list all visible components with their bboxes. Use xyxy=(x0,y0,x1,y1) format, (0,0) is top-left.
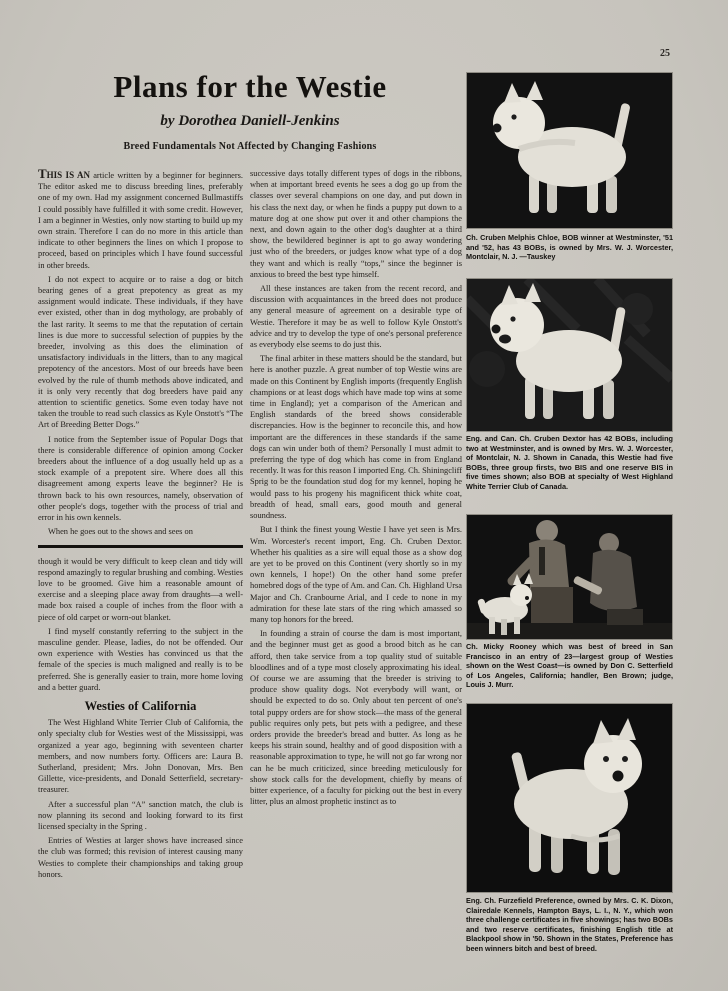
lead-in-caps: THIS IS AN xyxy=(38,166,90,181)
paragraph: The West Highland White Terrier Club of California, the only specialty club for Westies west of the Mississippi, was organized a year ago, beginning with seventeen charter members, and now numbers forty. Officers are: Laura B. Sutherland, president; Mrs. John Donovan, Mrs. Ben Gillette, vice-presidents, and Donald Setterfield, secretary-treasurer. xyxy=(38,718,243,795)
paragraph: When he goes out to the shows and sees on xyxy=(48,527,193,537)
text-column-left xyxy=(38,168,243,883)
section-divider-rule xyxy=(38,545,243,548)
paragraph: successive days totally different types of dogs in the ribbons, when at important breed events he sees a dog go up from the classes over several champions on one day, and put down in his class the next day, or when he finds a puppy put down to a mature dog at one show put over it and other champions the next, and down again to the other dog's daughter at a third show, the bewildered beginner is apt to go away wondering just who of the breeders, or judges know what type of a dog they want and which is really “tops,” since the beginner is anxious to breed the best type himself. xyxy=(250,169,462,279)
paragraph: All these instances are taken from the recent record, and discussion with acquaintances in the breed does not produce any general measure of agreement on a desirable type of Westie. Therefore it may be as well to follow Kyle Onstott's advice and try to develop the type of one's personal preference as everybody else seems to do just this. xyxy=(250,284,462,350)
photo-caption: Ch. Cruben Melphis Chloe, BOB winner at Westminster, '51 and '52, has 43 BOBs, is owned by Mrs. W. J. Worcester, Montclair, N. J. —Tauskey xyxy=(466,233,673,262)
article-byline: by Dorothea Daniell-Jenkins xyxy=(160,113,340,129)
westie-photo-furzefield-preference xyxy=(466,703,673,893)
section-heading-westies-of-california: Westies of California xyxy=(84,698,197,713)
paragraph-opening: THIS IS AN article written by a beginner for beginners. The editor asked me to discuss breeding lines, preferably one of my own. Had my assignment concerned Bullmastiffs I could possibly have fulfilled it with some credit. However, I am a beginner in Westies, only now starting to build up my own strain. Therefore I can do no more in this article than indicate to other beginners the lines on which I propose to proceed, based on principles which I have found successful in other breeds. xyxy=(38,166,243,270)
text-column-right xyxy=(250,168,462,810)
handlers-with-westie-illustration xyxy=(467,515,672,639)
paragraph: I notice from the September issue of Popular Dogs that there is considerable difference of opinion among Cocker breeders about the influence of a dog usually held up as a stock example of a prepotent sire. Where does all this disagreement among experts leave the beginner? He is thrown back to his own resources, namely, observation of other people's dogs, together with the process of trial and error in his own kennels. xyxy=(38,434,243,523)
article-title: Plans for the Westie xyxy=(113,69,387,104)
paragraph: After a successful plan “A” sanction match, the club is now planning its second and looking forward to its first licensed specialty in the Spring . xyxy=(38,799,243,831)
paragraph: The final arbiter in these matters should be the standard, but here is another puzzle. A great number of top Westie wins are made on this Continent by English imports (frequently English champions or at least dogs which have made top wins at some time in England); yet a comparison of the American and English standards of the breed shows considerable discrepancies. How is the beginner to reconcile this, and how important are the differences in these standards if the same dogs can win under both of them? Personally I must admit to preferring the type of dog which has come in from England recently. It was for this reason I imported Eng. Ch. Shiningcliff Sprig to be the foundation stud dog for my kennel, hoping he would pass to his progeny his magnificent thick white coat, breadth of head, small ears, good mouth and general soundness. xyxy=(250,354,462,521)
paragraph: But I think the finest young Westie I have yet seen is Mrs. Wm. Worcester's recent import, Eng. Ch. Cruben Dextor. Whether his qualities as a sire will equal those as a show dog are yet to be proved on this Continent (very shortly so in my own kennels, I hope!) On the other hand some prefer homebred dogs of the type of Am. and Can. Ch. Highland Ursa Major and Ch. Cranbourne Arial, and I cede to none in my admiration for these late stars of the ring which amassed so many top honors for the breed. xyxy=(250,525,462,624)
westie-facing-right-illustration xyxy=(467,704,672,892)
paragraph: Entries of Westies at larger shows have increased since the club was formed; this revision of interest causing many Westies to complete their championships and taking group honors. xyxy=(38,836,243,879)
photo-caption: Eng. Ch. Furzefield Preference, owned by Mrs. C. K. Dixon, Clairedale Kennels, Hampton Bays, L. I., N. Y., which won three challenge certificates in five showings; has two BOBs and two reserve certificates, finishing English title at Blackpool show in '50. Shown in the States, Preference has been winners bitch and best of breed. xyxy=(466,896,673,953)
paragraph: I find myself constantly referring to the subject in the masculine gender. Please, ladies, do not be offended. Our own experience with Westies has convinced us that the female of the species is much maligned and really is to be preferred. She is generally easier to train, more home loving and a better guard. xyxy=(38,626,243,692)
article-header xyxy=(38,70,462,152)
westie-standing-left-illustration xyxy=(467,279,672,431)
article-body xyxy=(38,168,462,883)
paragraph: In founding a strain of course the dam is most important, and the beginner must get as good a brood bitch as he can afford, then take service from a top quality stud of suitable bloodlines and of a type most closely approximating his ideal. Of course we are assuming that the breeder is striving to produce show quality dogs. Not everybody will want, or should be expected to do so. Only about ten percent of one's total puppy orders are for show stock—the mass of the general public requires only pets, but pets with a pedigree, and these orders provide the breeder's bread and butter. As long as he keeps his strain sound, healthy and of good disposition with a reasonable approximation to type, he will not go far wrong nor can he be much criticized, since breeding meticulously for show stock calls for the development, chiefly by means of bitter experience, of a faculty for picking out the best in every litter, plus an almost prophetic instinct as to xyxy=(250,629,462,807)
westie-photo-micky-rooney-with-handlers xyxy=(466,514,673,640)
westie-photo-cruben-melphis-chloe xyxy=(466,72,673,229)
page-number: 25 xyxy=(660,48,670,59)
photo-caption: Eng. and Can. Ch. Cruben Dextor has 42 BOBs, including two at Westminster, and is owned by Mrs. W. J. Worcester, of Montclair, N. J. Shown in Canada, this Westie had five BOBs, three group firsts, two BIS and one reserve BIS in five times shown; also BOB at specialty of West Highland White Terrier Club of Canada. xyxy=(466,434,673,491)
article-subtitle: Breed Fundamentals Not Affected by Changing Fashions xyxy=(123,141,377,152)
paragraph: though it would be very difficult to keep clean and tidy will respond amazingly to regular brushing and combing. Westies love to be groomed. Give him a reasonable amount of exercise and a sleeping place away from draughts—a well-made box raised a couple of inches from the floor with a piece of old carpet or worn-out blanket. xyxy=(38,556,243,622)
photo-caption: Ch. Micky Rooney which was best of breed in San Francisco in an entry of 23—largest group of Westies shown on the West Coast—is owned by Don C. Setterfield of Los Angeles, California; handler, Ben Brown; judge, Louis J. Murr. xyxy=(466,642,673,690)
paragraph: I do not expect to acquire or to raise a dog or bitch bearing genes of a great prepotency as great as my assignment would indicate. These individuals, if they have ever existed, other than in dog mythology, are probably of the last rarity. It seems to me that the reputation of certain lines is due more to successful selection of puppies by the breeder, involving as this does the elimination of unsatisfactory individuals in the litters, than to any magical prepotency of the ancestors. Most of our breeds have been evolved by the rule of thumb methods above indicated, and it is only very recently that dog breeders have paid any attention to scientific genetics. Some even today have not taken the trouble to read such classics as Kyle Onstott's “The Art of Breeding Better Dogs.” xyxy=(38,274,243,430)
westie-photo-cruben-dextor xyxy=(466,278,673,432)
westie-profile-left-illustration xyxy=(467,73,672,228)
